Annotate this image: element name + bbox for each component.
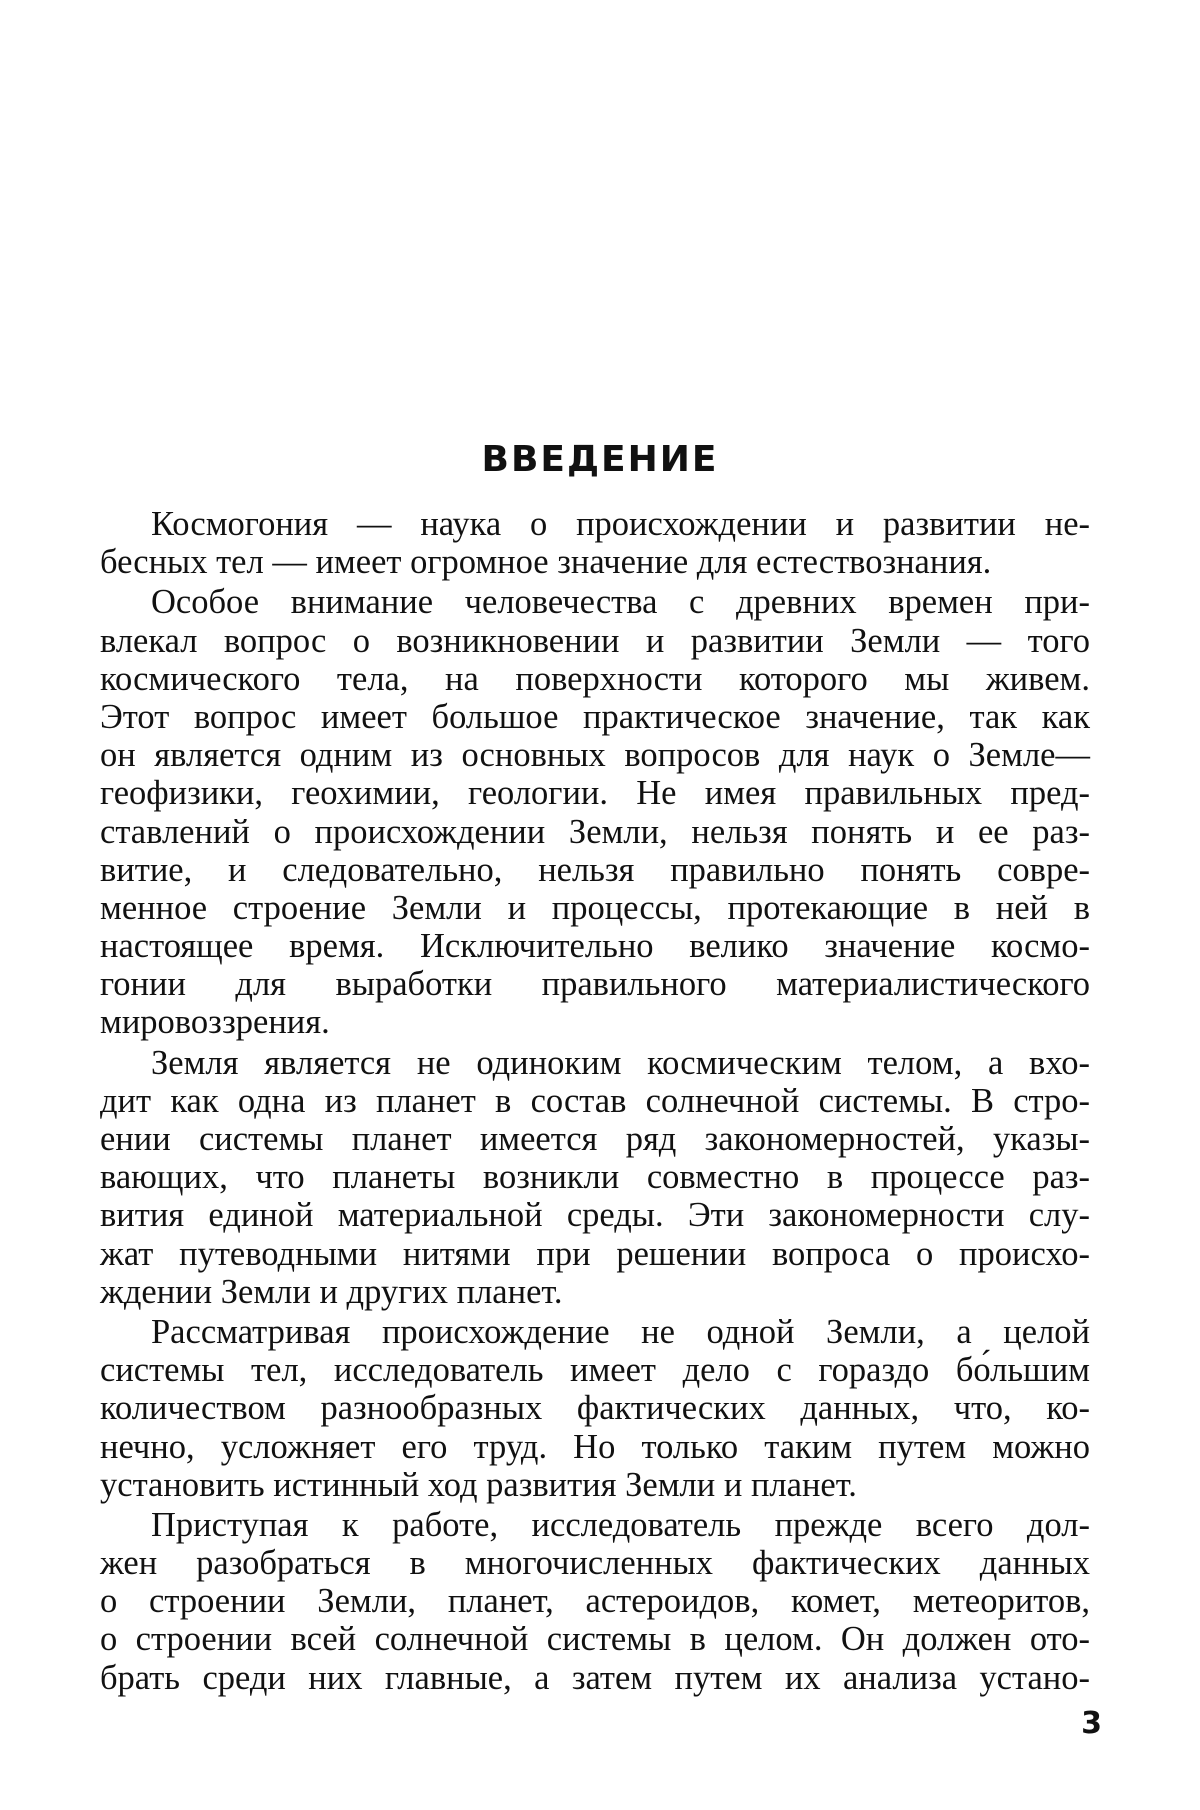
text-line: менное строение Земли и процессы, протекающие в ней в xyxy=(100,888,1090,927)
text-line: влекал вопрос о возникновении и развитии Земли — того xyxy=(100,621,1090,660)
text-line: Приступая к работе, исследователь прежде всего дол- xyxy=(151,1505,1090,1544)
paragraph xyxy=(100,1506,1090,1697)
text-line: брать среди них главные, а затем путем их анализа устано- xyxy=(100,1658,1090,1697)
text-line: ении системы планет имеется ряд закономерностей, указы- xyxy=(100,1120,1090,1158)
text-line: системы тел, исследователь имеет дело с гораздо бо́льшим xyxy=(100,1351,1090,1390)
text-line: геофизики, геохимии, геологии. Не имея правильных пред- xyxy=(100,774,1090,813)
text-line: вития единой материальной среды. Эти закономерности слу- xyxy=(100,1196,1090,1235)
text-line: гонии для выработки правильного материалистического xyxy=(100,965,1090,1004)
text-line: Земля является не одиноким космическим телом, а вхо- xyxy=(151,1043,1090,1082)
text-line: жат путеводными нитями при решении вопроса о происхо- xyxy=(100,1234,1090,1273)
text-line: жен разобраться в многочисленных фактических данных xyxy=(100,1544,1090,1583)
text-line: ставлений о происхождении Земли, нельзя понять и ее раз- xyxy=(100,812,1090,851)
page-number: 3 xyxy=(1081,1706,1102,1741)
text-line: установить истинный ход развития Земли и планет. xyxy=(100,1465,857,1504)
text-line: он является одним из основных вопросов для наук о Земле— xyxy=(100,736,1090,775)
text-line: настоящее время. Исключительно велико значение космо- xyxy=(100,927,1090,966)
paragraph xyxy=(100,1044,1090,1311)
text-line: витие, и следовательно, нельзя правильно понять совре- xyxy=(100,850,1090,889)
chapter-heading: ВВЕДЕНИЕ xyxy=(481,439,719,480)
text-line: нечно, усложняет его труд. Но только таким путем можно xyxy=(100,1427,1090,1466)
text-line: количеством разнообразных фактических данных, что, ко- xyxy=(100,1389,1090,1428)
paragraph xyxy=(100,505,1090,581)
text-line: Этот вопрос имеет большое практическое значение, так как xyxy=(100,697,1090,736)
text-line: космического тела, на поверхности которого мы живем. xyxy=(100,659,1090,698)
text-line: о строении Земли, планет, астероидов, комет, метеоритов, xyxy=(100,1582,1090,1621)
text-line: вающих, что планеты возникли совместно в процессе раз- xyxy=(100,1158,1090,1197)
text-line: Особое внимание человечества с древних времен при- xyxy=(151,583,1090,622)
text-line: Рассматривая происхождение не одной Земли, а целой xyxy=(151,1312,1090,1351)
paragraph xyxy=(100,1313,1090,1504)
text-line: ждении Земли и других планет. xyxy=(100,1272,563,1311)
text-line: мировоззрения. xyxy=(100,1003,330,1042)
paragraph xyxy=(100,583,1090,1041)
text-line: Космогония — наука о происхождении и развитии не- xyxy=(151,505,1090,543)
text-line: о строении всей солнечной системы в целом. Он должен ото- xyxy=(100,1620,1090,1659)
body-text xyxy=(100,505,1090,1699)
text-line: бесных тел — имеет огромное значение для естествознания. xyxy=(100,543,992,582)
text-line: дит как одна из планет в состав солнечной системы. В стро- xyxy=(100,1081,1090,1120)
